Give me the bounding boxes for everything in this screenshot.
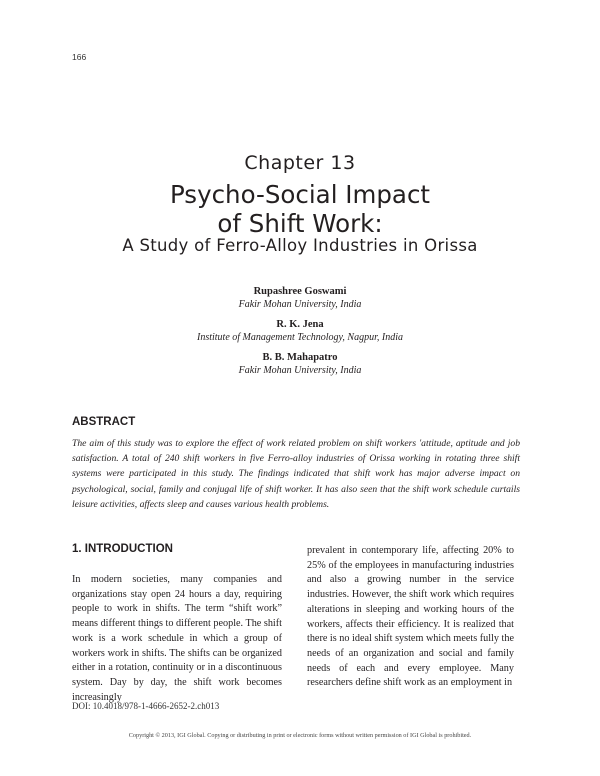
page-number: 166 [72,52,87,62]
author-affiliation: Fakir Mohan University, India [238,365,362,376]
copyright-notice: Copyright © 2013, IGI Global. Copying or distributing in print or electronic forms without written permission of IGI Global is prohibited. [128,732,472,739]
author-name: R. K. Jena [276,319,324,330]
author-affiliation: Fakir Mohan University, India [238,299,362,310]
title-line-1: Psycho-Social Impact [169,180,431,209]
abstract-heading: ABSTRACT [72,416,136,428]
author-name: Rupashree Goswami [253,286,347,297]
body-column-left: In modern societies, many companies and organizations stay open 24 hours a day, requiring people to work in shifts. The term “shift work” means different things to different people. The shift work is a work schedule in which a group of workers work in shifts. The shifts can be organized either in a rotation, continuity or in a discontinuous system. Day by day, the shift work becomes increasingly [72,574,282,703]
chapter-subtitle: A Study of Ferro-Alloy Industries in Orissa [122,236,478,255]
author-affiliation: Institute of Management Technology, Nagpur, India [196,332,403,343]
author-block [0,318,600,351]
author-block [0,285,600,318]
doi-line: DOI: 10.4018/978-1-4666-2652-2.ch013 [72,701,220,711]
section-heading: 1. INTRODUCTION [72,543,173,555]
title-line-2: of Shift Work: [217,209,383,238]
chapter-label: Chapter 13 [244,152,356,174]
chapter-title [0,180,600,238]
author-block [0,351,600,384]
author-list [0,285,600,384]
author-name: B. B. Mahapatro [262,352,338,363]
body-column-right: prevalent in contemporary life, affecting 20% to 25% of the employees in manufacturing industries and also a growing number in the service industries. However, the shift work which requires alterations in sleeping and working hours of the workers, affects their efficiency. It is realized that there is no ideal shift system which meets fully the needs of an organization and social and family needs of each and every employee. Many researchers define shift work as an employment in [307,545,514,689]
abstract-text: The aim of this study was to explore the effect of work related problem on shift workers 'attitude, aptitude and job satisfaction. A total of 240 shift workers in five Ferro-alloy industries of Orissa working in rotating three shift systems were participated in this study. The findings indicated that shift work has major adverse impact on psychological, social, family and conjugal life of shift worker. It has also seen that the shift work schedule curtails leisure activities, affects sleep and causes various health problems. [72,438,520,510]
